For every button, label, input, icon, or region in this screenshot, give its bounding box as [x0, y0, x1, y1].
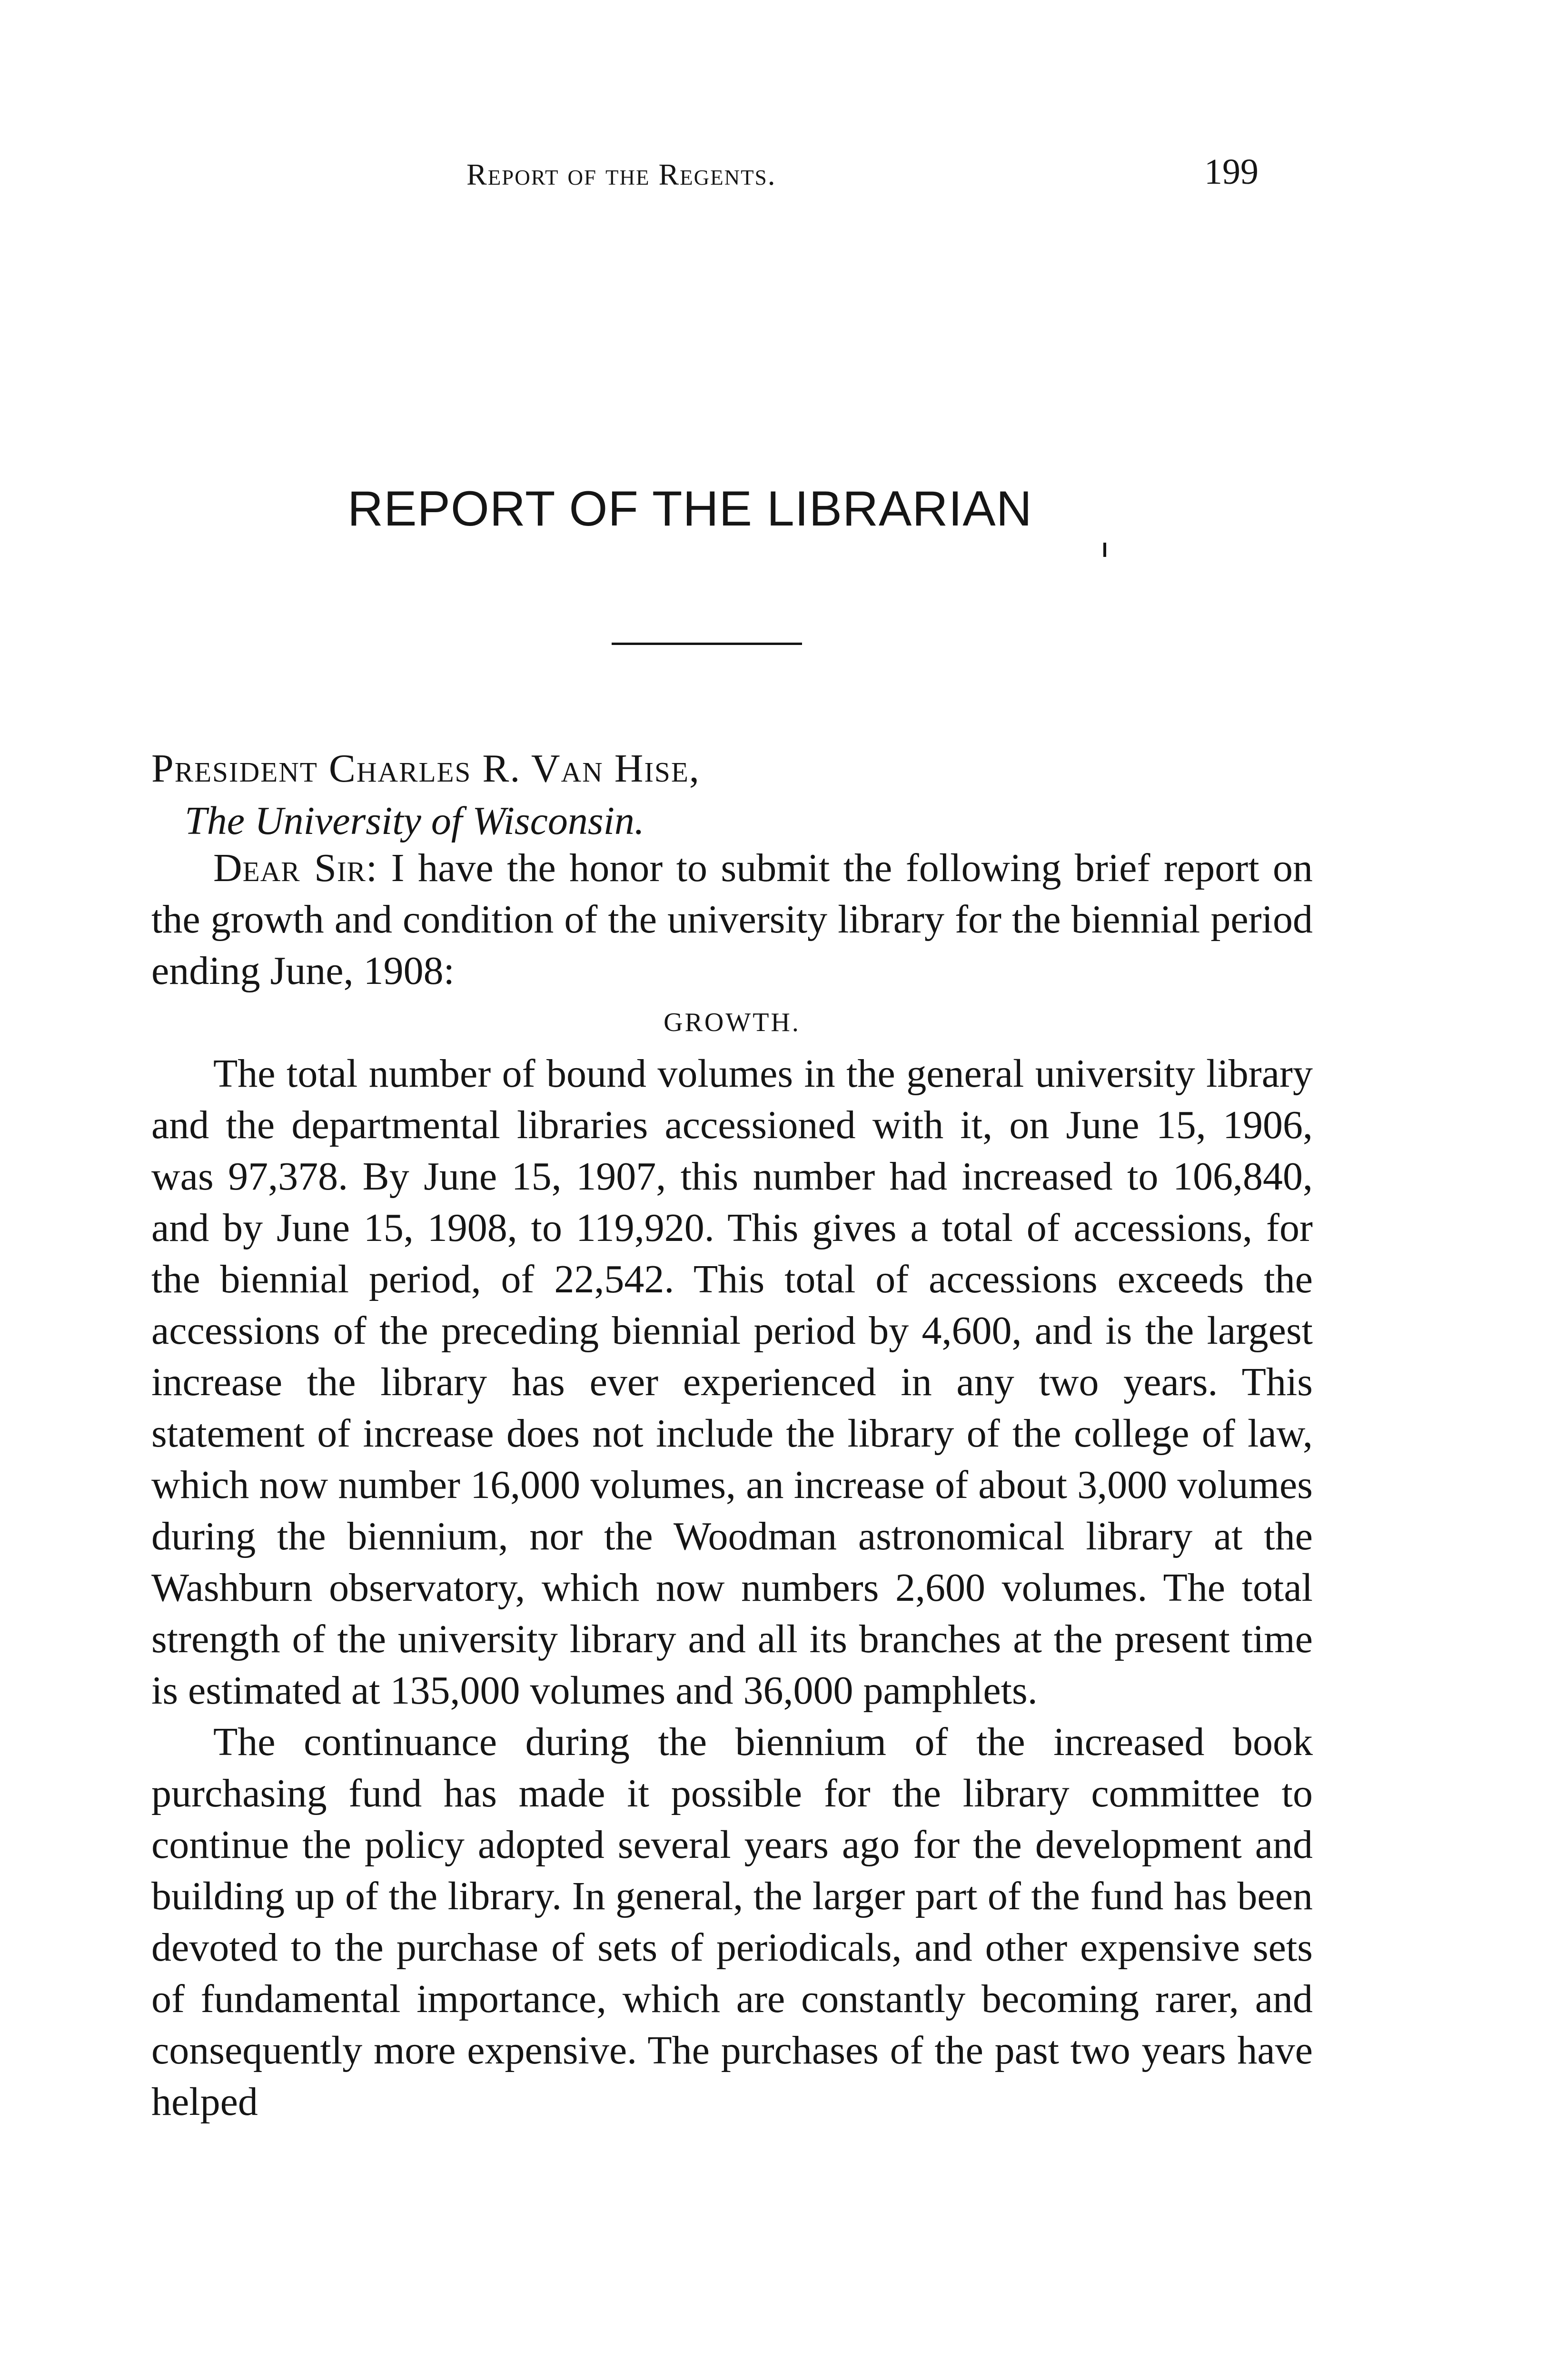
title-divider — [612, 643, 802, 645]
salutation-block — [151, 743, 700, 847]
intro-paragraph — [151, 843, 1313, 997]
section-heading: GROWTH. — [664, 1008, 801, 1037]
paragraph-purchasing-fund: The continuance during the biennium of the increased book purchasing fund has made it possible for the library committee to continue the policy adopted several years ago for the development and building up of the library. In general, the larger part of the fund has been devoted to the purchase of sets of periodicals, and other expensive sets of fundamental importance, which are constantly becoming rarer, and consequently more expensive. The purchases of the past two years have helped — [151, 1720, 1313, 2124]
institution-line: The University of Wisconsin. — [185, 799, 644, 843]
intro-text: I have the honor to submit the following brief report on the growth and condition of the university library for the biennial period ending June, 1908: — [151, 846, 1313, 993]
letter-body — [151, 843, 1313, 2128]
greeting: Dear Sir: — [213, 846, 378, 890]
running-head: Report of the Regents. — [466, 158, 776, 191]
report-title: REPORT OF THE LIBRARIAN — [347, 481, 1032, 536]
paragraph-growth-totals: The total number of bound volumes in the general university library and the departmental libraries accessioned with it, on June 15, 1906, was 97,378. By June 15, 1907, this number had increased to 106,840, and by June 15, 1908, to 119,920. This gives a total of accessions, for the biennial period, of 22,542. This total of accessions exceeds the accessions of the preceding biennial period by 4,600, and is the largest increase the library has ever experienced in any two years. This statement of increase does not include the library of the college of law, which now number 16,000 volumes, an increase of about 3,000 volumes during the biennium, nor the Woodman astronomical library at the Washburn observatory, which now numbers 2,600 volumes. The total strength of the university library and all its branches at the present time is estimated at 135,000 volumes and 36,000 pamphlets. — [151, 1051, 1313, 1713]
addressee-line: President Charles R. Van Hise, — [151, 746, 700, 791]
page-number: 199 — [1204, 152, 1259, 192]
stray-mark — [1103, 543, 1106, 557]
